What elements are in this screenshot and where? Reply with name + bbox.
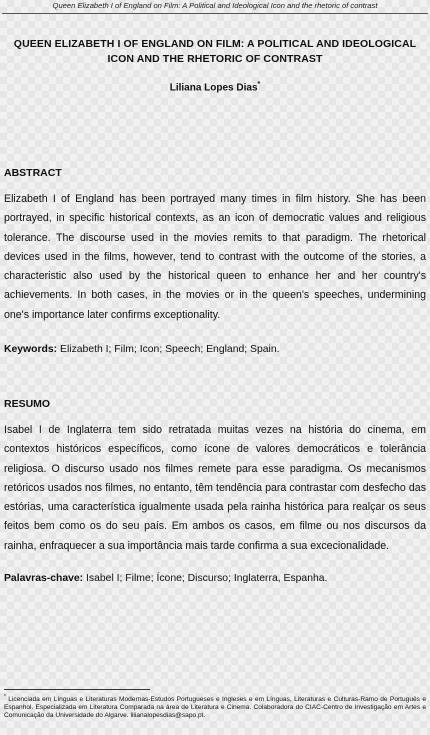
resumo-heading: RESUMO [4,398,51,410]
footnote-mark: * [4,694,6,700]
footnote-text: Licenciada em Línguas e Literaturas Modernas-Estudos Portugueses e Ingleses e em Línguas, Literaturas e Culturas-Ramo de Português e Espanhol. Especializada em Literatura Comparada na área de Literatura e Cinema. Colaboradora do CIAC-Centro de Investigação em Artes e Comunicação da Universidade do Algarve. lilianalopesdias@sapo.pt. [4,696,426,720]
footnote [4,693,426,720]
abstract-text: Elizabeth I of England has been portrayed many times in film history. She has been portrayed, in specific historical contexts, as an icon of democratic values and religious tolerance. The discourse used in the movies remits to that paradigm. The rhetorical devices used in the films, however, tend to contrast with the outcome of the stories, a characteristic also used by the historical queen to enhance her and her country's achievements. In both cases, in the movies or in the queen's speeches, undermining one's importance later confirms exceptionality. [4,193,426,321]
header-rule [2,13,428,14]
palavras-chave-label: Palavras-chave: [4,573,84,584]
abstract-keywords [4,344,280,355]
abstract-heading: ABSTRACT [4,167,62,179]
author-name [0,81,430,93]
author-footnote-mark: * [257,81,261,88]
keywords-list: Elizabeth I; Film; Icon; Speech; England; Spain. [60,344,280,355]
footnote-rule [4,689,150,690]
resumo-keywords [4,573,327,584]
author-name-text: Liliana Lopes Dias [169,82,258,94]
resumo-text: Isabel I de Inglaterra tem sido retratada muitas vezes na história do cinema, em contextos históricos específicos, como ícone de valores democráticos e tolerância religiosa. O discurso usado nos filmes remete para esse paradigma. Os mecanismos retóricos usados nos filmes, no entanto, têm tendência para contrastar com desfecho das estórias, uma característica igualmente usada pela rainha histórica para realçar os seus feitos bem como os do seu país. Em ambos os casos, em filme ou nos discursos da rainha, enfraquecer a sua importância mais tarde confirma a sua excecionalidade. [4,424,426,552]
paper-title: QUEEN ELIZABETH I OF ENGLAND ON FILM: A POLITICAL AND IDEOLOGICAL ICON AND THE RHETORIC OF CONTRAST [13,38,417,65]
running-head: Queen Elizabeth I of England on Film: A Political and Ideological Icon and the rhetoric of contrast [52,1,378,10]
keywords-label: Keywords: [4,344,58,355]
palavras-chave-list: Isabel I; Filme; Ícone; Discurso; Inglaterra, Espanha. [86,573,328,584]
